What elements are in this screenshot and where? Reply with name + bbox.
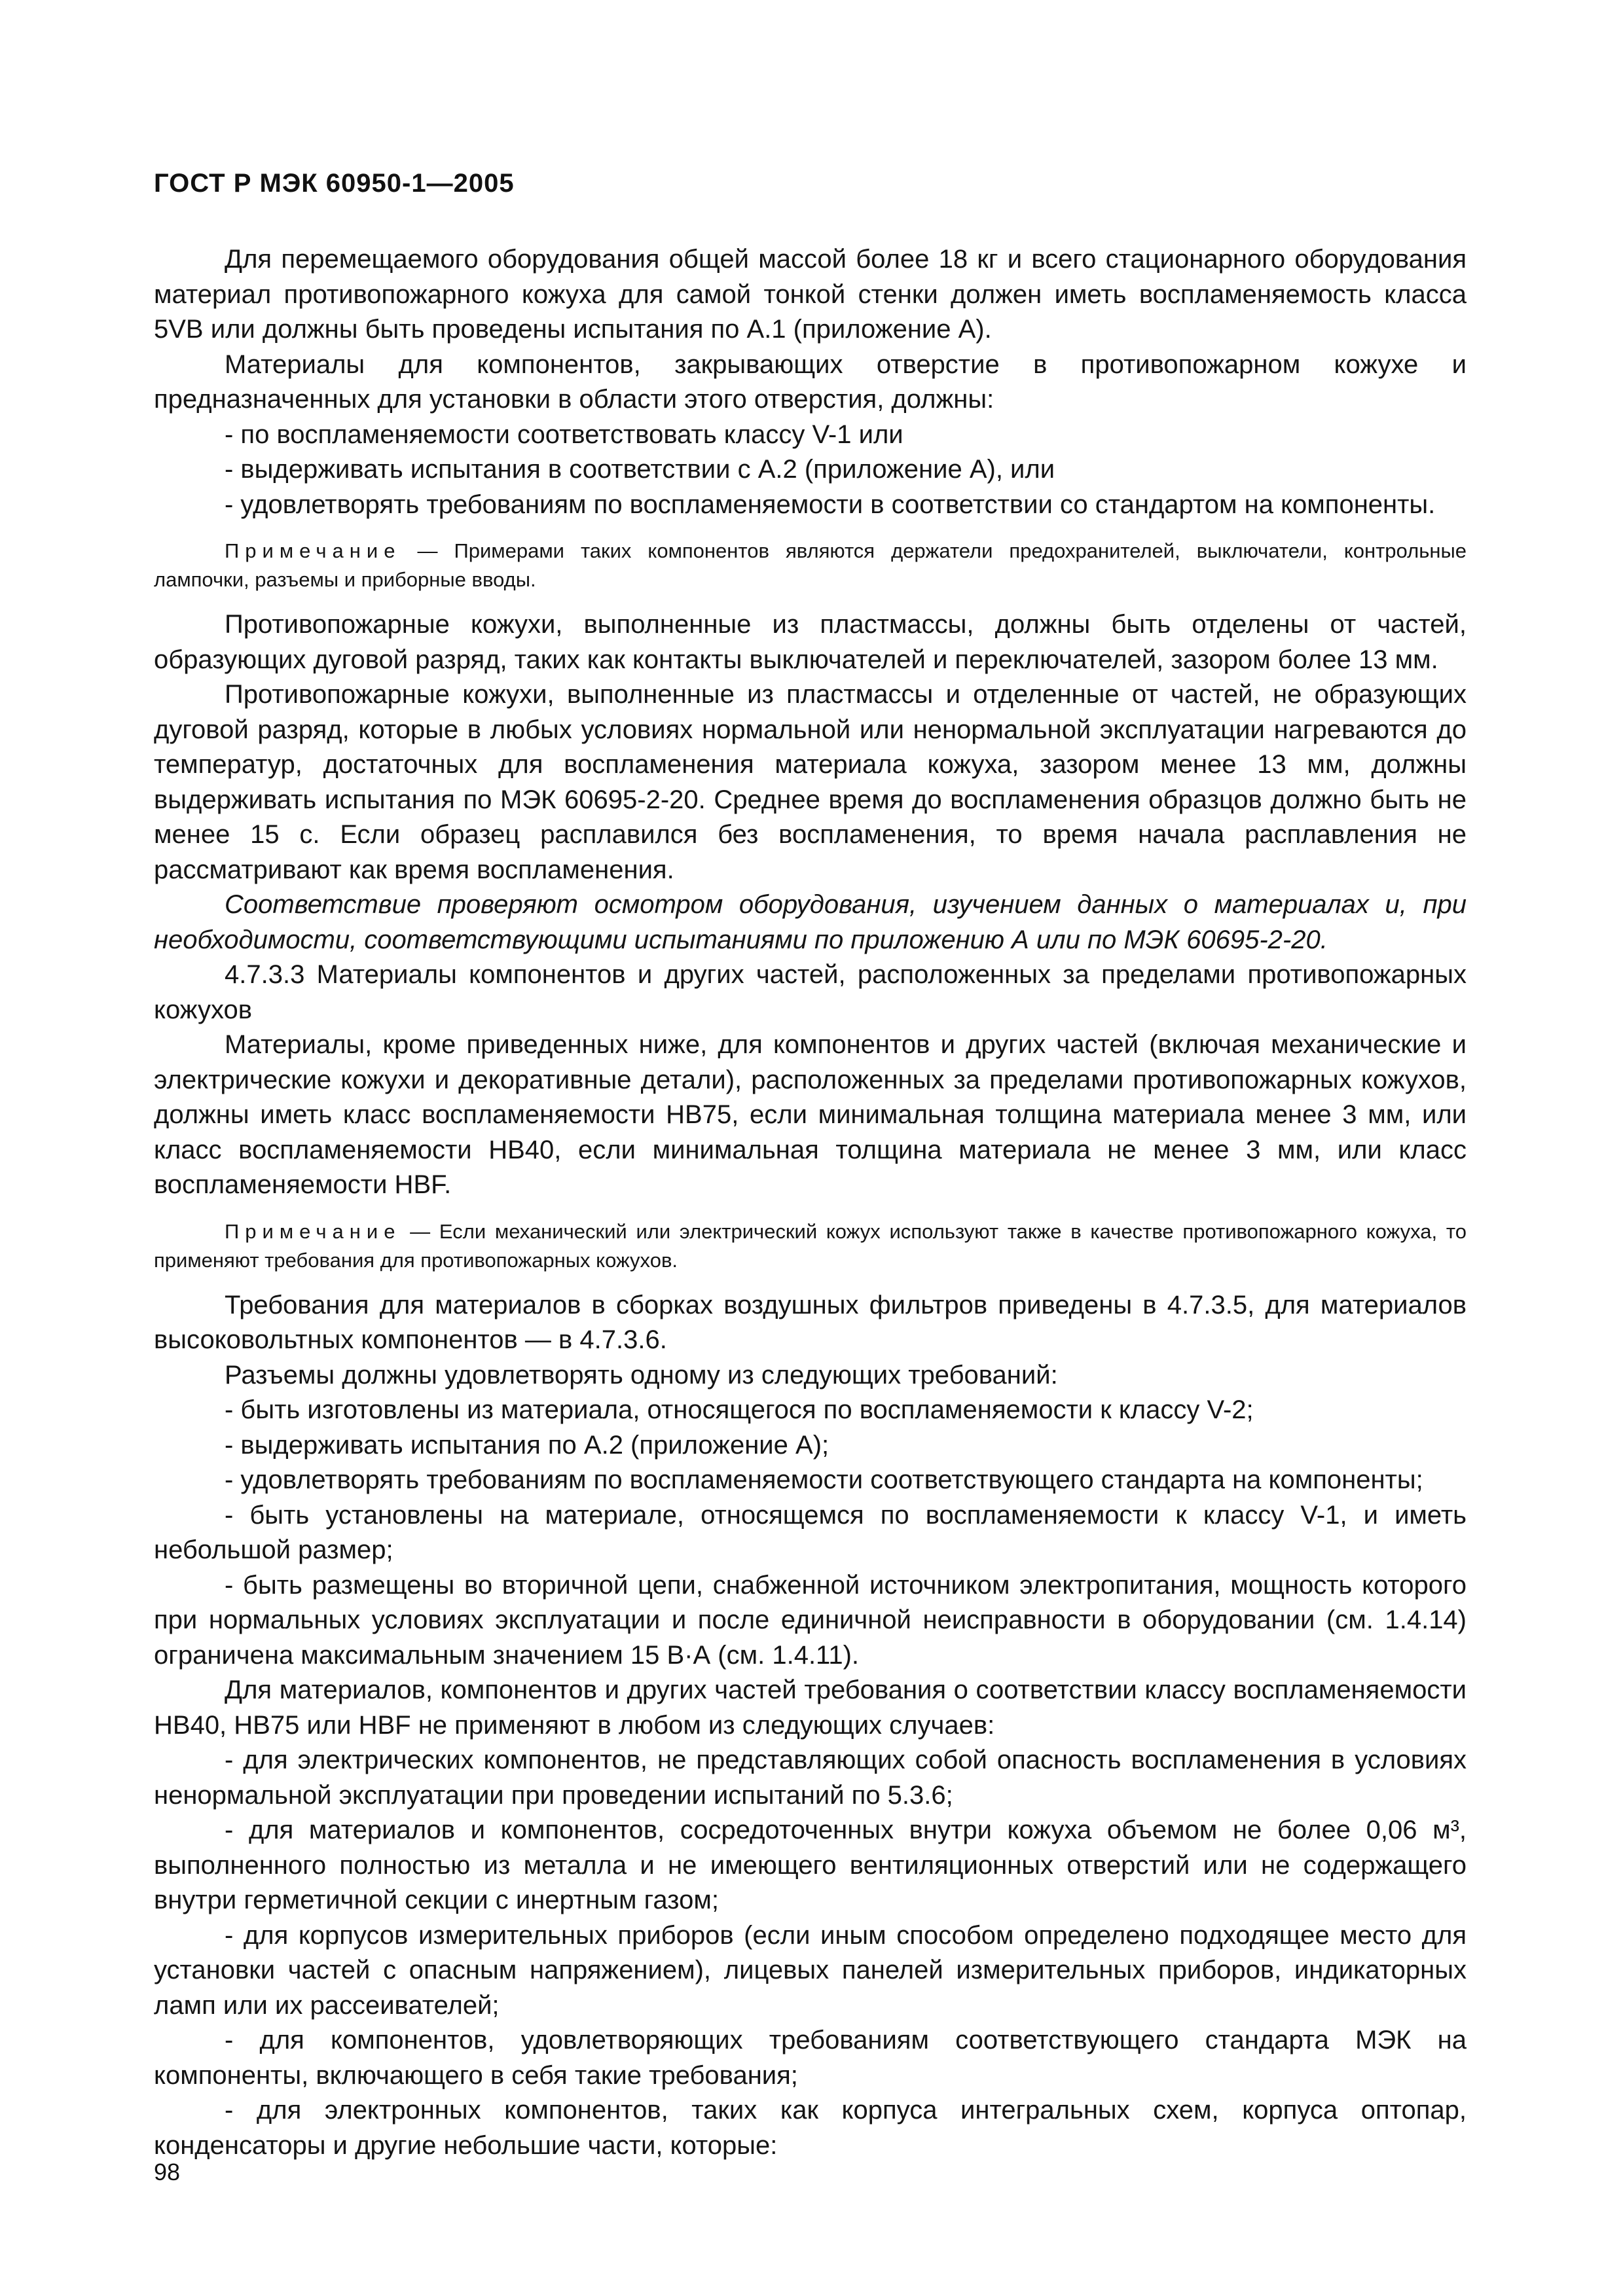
note-label: Примечание <box>225 539 401 562</box>
list-item: - удовлетворять требованиям по воспламеняемости соответствующего стандарта на компоненты; <box>225 1465 1423 1494</box>
section-heading: 4.7.3.3 Материалы компонентов и других частей, расположенных за пределами противопожарных кожухов <box>154 960 1467 1024</box>
list-item: - для электронных компонентов, таких как корпуса интегральных схем, корпуса оптопар, конденсаторы и другие небольшие части, которые: <box>154 2096 1467 2160</box>
compliance-paragraph: Соответствие проверяют осмотром оборудования, изучением данных о материалах и, при необходимости, соответствующими испытаниями по приложению А или по МЭК 60695-2-20. <box>154 890 1467 954</box>
note-text: — Примерами таких компонентов являются держатели предохранителей, выключатели, контрольные лампочки, разъемы и приборные вводы. <box>154 539 1467 591</box>
list-item: - выдерживать испытания в соответствии с А.2 (приложение А), или <box>225 455 1055 484</box>
list-item: - для корпусов измерительных приборов (если иным способом определено подходящее место для установки частей с опасным напряжением), лицевых панелей измерительных приборов, индикаторных ламп или их рассеивателей; <box>154 1920 1467 2020</box>
standard-header: ГОСТ Р МЭК 60950-1—2005 <box>154 169 515 198</box>
paragraph: Для перемещаемого оборудования общей массой более 18 кг и всего стационарного оборудования материал противопожарного кожуха для самой тонкой стенки должен иметь воспламеняемость класса 5VB или должны быть проведены испытания по А.1 (приложение А). <box>154 245 1467 344</box>
list-item: - удовлетворять требованиям по воспламеняемости в соответствии со стандартом на компоненты. <box>225 490 1436 519</box>
note <box>154 537 1467 594</box>
list-item: - по воспламеняемости соответствовать классу V-1 или <box>225 420 903 449</box>
paragraph: Противопожарные кожухи, выполненные из пластмассы и отделенные от частей, не образующих дуговой разряд, которые в любых условиях нормальной или ненормальной эксплуатации нагреваются до температур, достаточных для воспламенения материала кожуха, зазором менее 13 мм, должны выдерживать испытания по МЭК 60695-2-20. Среднее время до воспламенения образцов должно быть не менее 15 с. Если образец расплавился без воспламенения, то время начала расплавления не рассматривают как время воспламенения. <box>154 680 1467 884</box>
list-item: - быть установлены на материале, относящемся по воспламеняемости к классу V-1, и иметь небольшой размер; <box>154 1500 1467 1564</box>
note <box>154 1217 1467 1275</box>
note-text: — Если механический или электрический кожух используют также в качестве противопожарного кожуха, то применяют требования для противопожарных кожухов. <box>154 1219 1467 1272</box>
list-item: - выдерживать испытания по А.2 (приложение А); <box>225 1430 830 1460</box>
document-body <box>154 242 1467 2163</box>
paragraph: Для материалов, компонентов и других частей требования о соответствии классу воспламеняемости НВ40, НВ75 или HBF не применяют в любом из следующих случаев: <box>154 1676 1467 1740</box>
paragraph: Материалы, кроме приведенных ниже, для компонентов и других частей (включая механические и электрические кожухи и декоративные детали), расположенных за пределами противопожарных кожухов, должны иметь класс воспламеняемости НВ75, если минимальная толщина материала менее 3 мм, или класс воспламеняемости НВ40, если минимальная толщина материала не менее 3 мм, или класс воспламеняемости HBF. <box>154 1030 1467 1199</box>
paragraph: Разъемы должны удовлетворять одному из следующих требований: <box>225 1360 1058 1390</box>
list-item: - для материалов и компонентов, сосредоточенных внутри кожуха объемом не более 0,06 м³, выполненного полностью из металла и не имеющего вентиляционных отверстий или не содержащего внутри герметичной секции с инертным газом; <box>154 1816 1467 1914</box>
page-number: 98 <box>154 2159 181 2185</box>
paragraph: Материалы для компонентов, закрывающих отверстие в противопожарном кожухе и предназначенных для установки в области этого отверстия, должны: <box>154 350 1467 414</box>
list-item: - быть размещены во вторичной цепи, снабженной источником электропитания, мощность которого при нормальных условиях эксплуатации и после единичной неисправности в оборудовании (см. 1.4.14) ограничена максимальным значением 15 В·А (см. 1.4.11). <box>154 1570 1467 1670</box>
list-item: - быть изготовлены из материала, относящегося по воспламеняемости к классу V-2; <box>225 1395 1254 1424</box>
list-item: - для компонентов, удовлетворяющих требованиям соответствующего стандарта МЭК на компоненты, включающего в себя такие требования; <box>154 2026 1467 2090</box>
paragraph: Требования для материалов в сборках воздушных фильтров приведены в 4.7.3.5, для материалов высоковольтных компонентов — в 4.7.3.6. <box>154 1290 1467 1354</box>
paragraph: Противопожарные кожухи, выполненные из пластмассы, должны быть отделены от частей, образующих дуговой разряд, таких как контакты выключателей и переключателей, зазором более 13 мм. <box>154 610 1467 674</box>
note-label: Примечание <box>225 1219 401 1243</box>
list-item: - для электрических компонентов, не представляющих собой опасность воспламенения в условиях ненормальной эксплуатации при проведении испытаний по 5.3.6; <box>154 1746 1467 1810</box>
